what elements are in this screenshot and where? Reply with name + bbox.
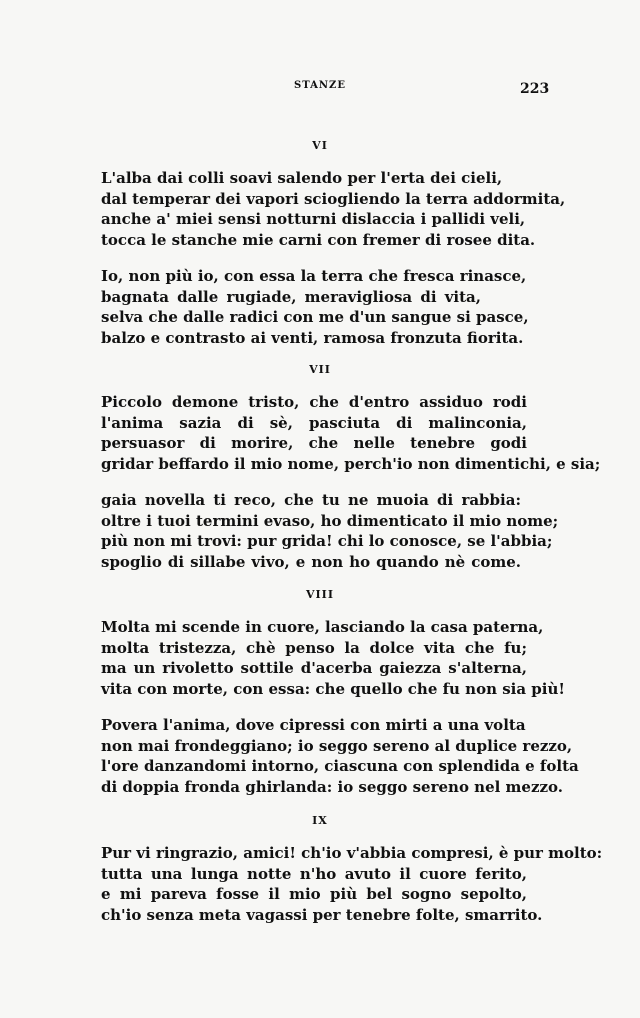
stanza bbox=[101, 168, 566, 250]
verse-line: oltre i tuoi termini evaso, ho dimenticato il mio nome; bbox=[101, 511, 559, 530]
verse-line: Pur vi ringrazio, amici! ch'io v'abbia compresi, è pur molto: bbox=[101, 844, 603, 862]
stanza bbox=[101, 266, 529, 348]
page-number: 223 bbox=[520, 81, 550, 97]
running-head: STANZE bbox=[294, 80, 346, 91]
verse-line: di doppia fronda ghirlanda: io seggo sereno nel mezzo. bbox=[101, 777, 563, 796]
verse-line: l'ore danzandomi intorno, ciascuna con splendida e folta bbox=[101, 757, 579, 775]
verse-line: anche a' miei sensi notturni dislaccia i pallidi veli, bbox=[101, 210, 526, 228]
verse-line: persuasor di morire, che nelle tenebre godi bbox=[101, 434, 527, 452]
verse-line: vita con morte, con essa: che quello che fu non sia più! bbox=[101, 679, 565, 698]
verse-line: L'alba dai colli soavi salendo per l'erta dei cieli, bbox=[101, 169, 503, 187]
verse-line: Molta mi scende in cuore, lasciando la casa paterna, bbox=[101, 618, 544, 636]
verse-line: gaia novella ti reco, che tu ne muoia di rabbia: bbox=[101, 491, 521, 509]
verse-line: più non mi trovi: pur grida! chi lo conosce, se l'abbia; bbox=[101, 532, 553, 550]
verse-line: tocca le stanche mie carni con fremer di rosee dita. bbox=[101, 230, 536, 249]
stanza bbox=[101, 392, 601, 474]
verse-line: selva che dalle radici con me d'un sangue si pasce, bbox=[101, 308, 529, 326]
verse-line: l'anima sazia di sè, pasciuta di malinconia, bbox=[101, 413, 527, 432]
verse-line: balzo e contrasto ai venti, ramosa fronzuta fiorita. bbox=[101, 328, 524, 347]
verse-line: tutta una lunga notte n'ho avuto il cuore ferito, bbox=[101, 864, 527, 883]
verse-line: Io, non più io, con essa la terra che fresca rinasce, bbox=[101, 267, 527, 285]
section-number-ix: IX bbox=[312, 814, 328, 827]
verse-line: dal temperar dei vapori sciogliendo la terra addormita, bbox=[101, 189, 566, 208]
verse-line: bagnata dalle rugiade, meravigliosa di vita, bbox=[101, 287, 481, 306]
stanza bbox=[101, 617, 565, 699]
stanza bbox=[101, 715, 579, 797]
stanza bbox=[101, 490, 559, 572]
verse-line: ma un rivoletto sottile d'acerba gaiezza s'alterna, bbox=[101, 659, 527, 677]
verse-line: Povera l'anima, dove cipressi con mirti a una volta bbox=[101, 716, 526, 734]
section-number-viii: VIII bbox=[306, 588, 334, 601]
verse-line: Piccolo demone tristo, che d'entro assiduo rodi bbox=[101, 393, 527, 411]
verse-line: gridar beffardo il mio nome, perch'io non dimentichi, e sia; bbox=[101, 454, 601, 473]
stanza bbox=[101, 843, 603, 925]
verse-line: molta tristezza, chè penso la dolce vita che fu; bbox=[101, 638, 527, 657]
verse-line: ch'io senza meta vagassi per tenebre folte, smarrito. bbox=[101, 905, 543, 924]
section-number-vii: VII bbox=[309, 363, 331, 376]
section-number-vi: VI bbox=[312, 139, 328, 152]
verse-line: e mi pareva fosse il mio più bel sogno sepolto, bbox=[101, 885, 527, 903]
verse-line: spoglio di sillabe vivo, e non ho quando nè come. bbox=[101, 552, 521, 571]
verse-line: non mai frondeggiano; io seggo sereno al duplice rezzo, bbox=[101, 736, 573, 755]
